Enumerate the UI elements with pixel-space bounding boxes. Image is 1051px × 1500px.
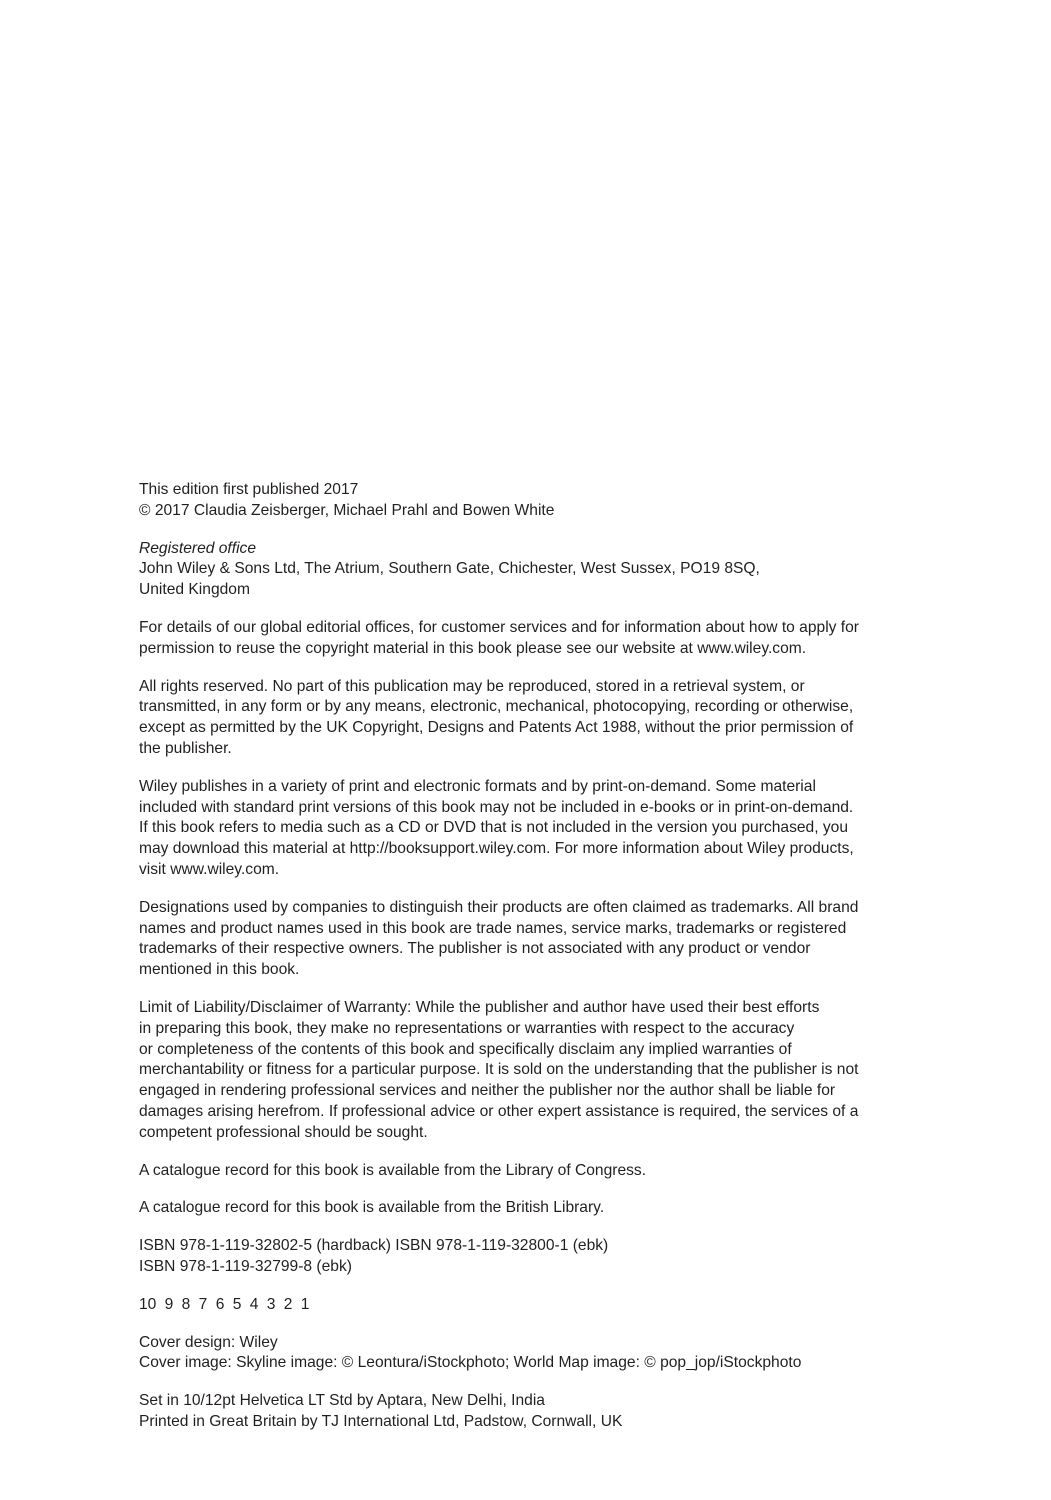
paragraph-line: transmitted, in any form or by any means, electronic, mechanical, photocopying, recording or otherwise, (139, 698, 854, 716)
copyright-page (139, 480, 929, 1450)
edition-block (139, 480, 929, 522)
first-published-line: This edition first published 2017 (139, 481, 359, 498)
cover-credits-block (139, 1333, 929, 1375)
rights-reserved-paragraph (139, 677, 929, 760)
paragraph-line: engaged in rendering professional services and neither the publisher nor the author shall be liable for (139, 1082, 836, 1100)
registered-office-address-line: United Kingdom (139, 581, 250, 599)
paragraph-line: Wiley publishes in a variety of print and electronic formats and by print-on-demand. Some material (139, 777, 816, 795)
copyright-line: © 2017 Claudia Zeisberger, Michael Prahl and Bowen White (139, 501, 555, 519)
editorial-offices-paragraph (139, 618, 929, 660)
paragraph-line: may download this material at http://booksupport.wiley.com. For more information about Wiley products, (139, 840, 854, 858)
british-library-line (139, 1198, 929, 1219)
trademarks-paragraph (139, 898, 929, 981)
registered-office-block (139, 539, 929, 601)
paragraph-line: except as permitted by the UK Copyright, Designs and Patents Act 1988, without the prior permission of (139, 719, 854, 737)
formats-paragraph (139, 777, 929, 881)
paragraph-line: included with standard print versions of this book may not be included in e-books or in print-on-demand. (139, 798, 854, 816)
registered-office-heading: Registered office (139, 539, 257, 557)
paragraph-line: damages arising herefrom. If professional advice or other expert assistance is required, the services of a (139, 1102, 859, 1120)
print-line-block (139, 1295, 929, 1316)
catalogue-text: A catalogue record for this book is available from the British Library. (139, 1199, 605, 1217)
paragraph-line: mentioned in this book. (139, 961, 300, 979)
paragraph-line: Limit of Liability/Disclaimer of Warranty: While the publisher and author have used their best efforts (139, 998, 820, 1016)
paragraph-line: For details of our global editorial offices, for customer services and for information about how to apply for (139, 618, 859, 636)
paragraph-line: competent professional should be sought. (139, 1123, 428, 1141)
production-block (139, 1391, 929, 1433)
paragraph-line: Designations used by companies to distinguish their products are often claimed as trademarks. All brand (139, 898, 859, 916)
cover-design-line: Cover design: Wiley (139, 1333, 278, 1351)
isbn-line: ISBN 978-1-119-32799-8 (ebk) (139, 1257, 352, 1275)
isbn-line: ISBN 978-1-119-32802-5 (hardback) ISBN 978-1-119-32800-1 (ebk) (139, 1237, 609, 1255)
liability-paragraph (139, 998, 929, 1144)
isbn-block (139, 1236, 929, 1278)
registered-office-address-line: John Wiley & Sons Ltd, The Atrium, Southern Gate, Chichester, West Sussex, PO19 8SQ, (139, 560, 760, 578)
paragraph-line: names and product names used in this book are trade names, service marks, trademarks or registered (139, 919, 847, 937)
cover-image-line: Cover image: Skyline image: © Leontura/iStockphoto; World Map image: © pop_jop/iStockphoto (139, 1354, 802, 1372)
paragraph-line: merchantability or fitness for a particular purpose. It is sold on the understanding that the publisher is not (139, 1061, 859, 1079)
paragraph-line: If this book refers to media such as a CD or DVD that is not included in the version you purchased, you (139, 819, 849, 837)
paragraph-line: in preparing this book, they make no representations or warranties with respect to the accuracy (139, 1019, 795, 1037)
printed-line: Printed in Great Britain by TJ International Ltd, Padstow, Cornwall, UK (139, 1412, 623, 1430)
catalogue-text: A catalogue record for this book is available from the Library of Congress. (139, 1161, 647, 1179)
paragraph-line: All rights reserved. No part of this publication may be reproduced, stored in a retrieval system, or (139, 677, 805, 695)
paragraph-line: permission to reuse the copyright material in this book please see our website at www.wiley.com. (139, 639, 807, 657)
paragraph-line: trademarks of their respective owners. The publisher is not associated with any product or vendor (139, 940, 811, 958)
print-line: 10 9 8 7 6 5 4 3 2 1 (139, 1295, 310, 1313)
paragraph-line: or completeness of the contents of this book and specifically disclaim any implied warranties of (139, 1040, 792, 1058)
library-of-congress-line (139, 1161, 929, 1182)
typeset-line: Set in 10/12pt Helvetica LT Std by Aptara, New Delhi, India (139, 1392, 545, 1410)
paragraph-line: the publisher. (139, 739, 232, 757)
paragraph-line: visit www.wiley.com. (139, 860, 280, 878)
